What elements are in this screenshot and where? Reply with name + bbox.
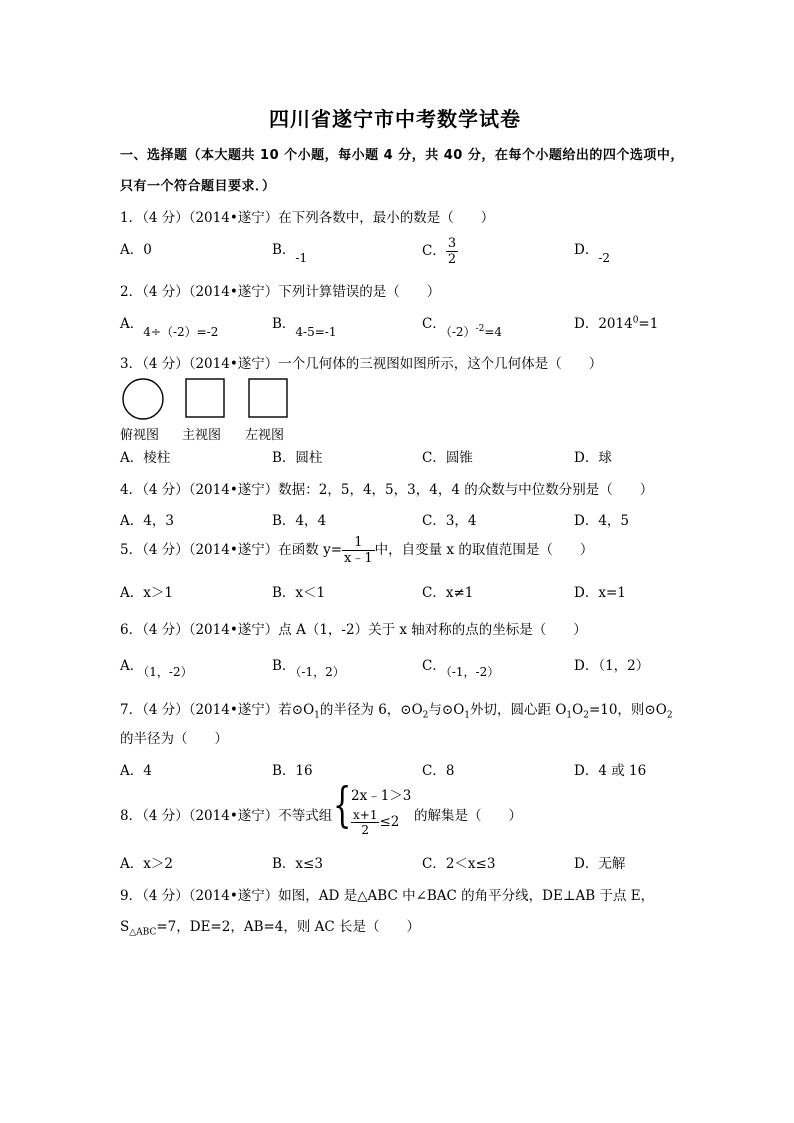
option-value: x＜1 (295, 585, 326, 601)
q7-stem-line2: 的半径为（ ） (120, 731, 228, 747)
option-label: C． (422, 856, 446, 872)
power-exponent: -2 (475, 324, 485, 334)
q8-option-b[interactable] (272, 852, 323, 872)
option-value: 4 (143, 763, 152, 779)
q1-option-a[interactable] (120, 238, 152, 258)
q1-option-c[interactable] (422, 236, 458, 267)
q7-option-b[interactable] (272, 759, 313, 779)
q6-option-c[interactable] (422, 654, 500, 679)
q7-option-a[interactable] (120, 759, 152, 779)
option-value: x＞2 (143, 856, 173, 872)
q5-option-b[interactable] (272, 581, 325, 601)
fraction-numerator: 3 (447, 236, 457, 251)
q6-option-b[interactable] (272, 654, 345, 679)
q8-stem-prefix: 8．（4 分）（2014•遂宁）不等式组 (120, 808, 333, 824)
q1-option-d[interactable] (574, 238, 611, 265)
option-label: C． (422, 585, 446, 601)
q4-option-b[interactable] (272, 509, 326, 529)
q8-inequality-1: 2x﹣1＞3 (351, 788, 412, 804)
subscript: 2 (422, 710, 429, 721)
option-label: B． (272, 658, 296, 674)
option-label: D． (574, 585, 599, 601)
left-view-square (249, 379, 287, 417)
option-value: x＞1 (143, 585, 173, 601)
q7-option-d[interactable] (574, 759, 646, 779)
option-value: -2 (598, 251, 611, 265)
q5-option-a[interactable] (120, 581, 173, 601)
left-view-label: 左视图 (245, 428, 285, 443)
option-label: A． (120, 856, 144, 872)
q3-option-c[interactable] (422, 446, 473, 466)
option-label: B． (272, 585, 296, 601)
q5-option-c[interactable] (422, 581, 473, 601)
top-view-label: 俯视图 (120, 428, 160, 443)
q9-stem-line2 (120, 915, 420, 938)
q2-option-d[interactable] (574, 312, 658, 332)
stem-suffix: 中，自变量 x 的取值范围是（ ） (374, 542, 594, 558)
subscript: 1 (566, 710, 573, 721)
q4-option-d[interactable] (574, 509, 629, 529)
q9-stem-line1: 9．（4 分）（2014•遂宁）如图，AD 是△ABC 中∠BAC 的角平分线，DE⊥AB 于点 E， (120, 888, 655, 904)
option-label: C． (422, 763, 446, 779)
option-label: C． (422, 243, 446, 259)
q8-inequality-2 (351, 808, 399, 837)
option-label: B． (272, 513, 296, 529)
q6-option-a[interactable] (120, 654, 193, 679)
option-label: A． (120, 658, 144, 674)
option-value: x≤3 (295, 856, 323, 872)
stem-text: 的半径为 6，⊙O (319, 702, 423, 718)
option-label: D． (574, 658, 599, 674)
q3-option-a[interactable] (120, 446, 170, 466)
option-label: A． (120, 450, 144, 466)
option-value: 棱柱 (143, 450, 171, 466)
option-label: C． (422, 513, 446, 529)
inequality-rest: ≤2 (379, 814, 400, 830)
option-value: 4，5 (598, 513, 630, 529)
option-label: A． (120, 316, 144, 332)
option-label: C． (422, 658, 446, 674)
top-view-circle (123, 379, 163, 419)
option-label: D． (574, 856, 599, 872)
option-label: B． (272, 856, 296, 872)
q6-stem: 6．（4 分）（2014•遂宁）点 A（1，-2）关于 x 轴对称的点的坐标是（ ） (120, 622, 587, 638)
option-label: A． (120, 763, 144, 779)
option-value: x=1 (598, 585, 626, 601)
q3-stem: 3．（4 分）（2014•遂宁）一个几何体的三视图如图所示，这个几何体是（ ） (120, 356, 603, 372)
fraction-denominator: 2 (447, 252, 457, 267)
q8-option-c[interactable] (422, 852, 495, 872)
q4-option-c[interactable] (422, 509, 477, 529)
fraction (446, 236, 458, 267)
fraction-denominator: 2 (361, 823, 370, 837)
q8-stem-suffix: 的解集是（ ） (414, 808, 522, 824)
option-value: （1，-2） (143, 665, 193, 679)
option-value: 2＜x≤3 (445, 856, 496, 872)
subscript: 1 (314, 710, 320, 721)
option-value: 4÷（-2）=-2 (143, 325, 219, 339)
stem-text: =10，则⊙O (588, 702, 667, 718)
q1-stem: 1．（4 分）（2014•遂宁）在下列各数中，最小的数是（ ） (120, 210, 495, 226)
fraction-numerator: 1 (342, 535, 375, 551)
option-value: 球 (598, 450, 612, 466)
option-label: D． (574, 763, 599, 779)
option-label: A． (120, 585, 144, 601)
system-brace: { (333, 777, 352, 833)
power-rest: =1 (638, 316, 659, 332)
q6-option-d[interactable] (574, 654, 649, 674)
q2-stem: 2．（4 分）（2014•遂宁）下列计算错误的是（ ） (120, 284, 441, 300)
option-value: 0 (143, 242, 152, 258)
stem-text: =7，DE=2，AB=4，则 AC 长是（ ） (156, 919, 421, 935)
q4-option-a[interactable] (120, 509, 174, 529)
option-value: （-1，2） (295, 665, 345, 679)
q7-stem-line1 (120, 698, 673, 721)
q7-option-c[interactable] (422, 759, 454, 779)
option-label: C． (422, 450, 446, 466)
q2-option-c[interactable] (422, 312, 503, 339)
fraction-denominator: x﹣1 (344, 551, 373, 566)
option-value: 4 或 16 (598, 763, 647, 779)
power-exponent: 0 (632, 315, 639, 326)
option-value: 无解 (598, 856, 626, 872)
q4-stem: 4．（4 分）（2014•遂宁）数据：2，5，4，5，3，4，4 的众数与中位数分别是（ ） (120, 482, 654, 498)
q8-option-a[interactable] (120, 852, 173, 872)
stem-text: 外切，圆心距 O (470, 702, 567, 718)
fraction (351, 808, 379, 837)
option-label: B． (272, 316, 296, 332)
option-value: 4-5=-1 (295, 325, 337, 339)
option-value: 8 (445, 763, 455, 779)
power-base: （-2） (445, 325, 476, 339)
q5-stem (120, 535, 593, 566)
option-label: A． (120, 513, 144, 529)
q2-option-b[interactable] (272, 312, 337, 339)
front-view-square (186, 379, 224, 417)
q5-option-d[interactable] (574, 581, 626, 601)
subscript: 1 (464, 710, 471, 721)
option-label: B． (272, 450, 296, 466)
option-value: 3，4 (445, 513, 477, 529)
option-value: 16 (295, 763, 313, 779)
power-base: 2014 (598, 316, 633, 332)
option-label: C． (422, 316, 446, 332)
option-label: B． (272, 242, 296, 258)
option-label: D． (574, 316, 599, 332)
q3-option-b[interactable] (272, 446, 322, 466)
fraction (342, 535, 375, 566)
option-label: D． (574, 242, 599, 258)
three-view-figure (118, 375, 293, 423)
option-label: B． (272, 763, 296, 779)
q8-option-d[interactable] (574, 852, 625, 872)
stem-text: 7．（4 分）（2014•遂宁）若⊙O (120, 702, 315, 718)
option-label: D． (574, 513, 599, 529)
option-value: 圆柱 (295, 450, 323, 466)
option-value: 圆锥 (445, 450, 473, 466)
subscript: 2 (666, 710, 673, 721)
option-label: D． (574, 450, 599, 466)
subscript: △ABC (129, 927, 157, 938)
option-label: A． (120, 242, 144, 258)
q2-option-a[interactable] (120, 312, 219, 339)
option-value: x≠1 (445, 585, 474, 601)
stem-text: O (572, 702, 584, 718)
q1-option-b[interactable] (272, 238, 308, 265)
subscript: 2 (583, 710, 589, 721)
area-symbol: S (120, 919, 130, 935)
page-title: 四川省遂宁市中考数学试卷 (269, 107, 521, 131)
stem-text: 与⊙O (428, 702, 465, 718)
section-heading-line1: 一、选择题（本大题共 10 个小题，每小题 4 分，共 40 分，在每个小题给出的四个选项中， (120, 148, 684, 163)
option-value: 4，3 (143, 513, 174, 529)
fraction-numerator: x+1 (353, 808, 378, 822)
front-view-label: 主视图 (182, 428, 222, 443)
option-value: -1 (295, 251, 308, 265)
option-value: （-1，-2） (445, 665, 500, 679)
option-value: 4，4 (295, 513, 327, 529)
q3-option-d[interactable] (574, 446, 612, 466)
power-rest: =4 (484, 325, 503, 339)
option-value: （1，2） (598, 658, 650, 674)
stem-prefix: 5．（4 分）（2014•遂宁）在函数 y= (120, 542, 343, 558)
section-heading-line2: 只有一个符合题目要求．） (120, 179, 276, 194)
